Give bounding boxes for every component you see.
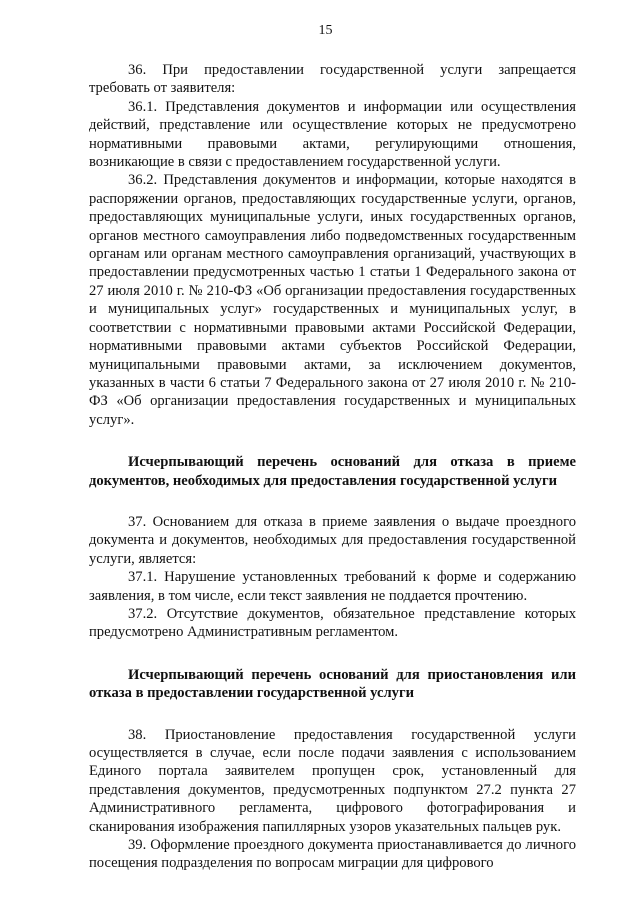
paragraph-38: 38. Приостановление предоставления государственной услуги осуществляется в случае, если после подачи заявления с использованием Единого портала заявителем пропущен срок, установленный для представления документов, предусмотренных подпунктом 27.2 пункта 27 Административного регламента, цифрового фотографирования и сканирования изображения папиллярных узоров указательных пальцев рук. bbox=[89, 726, 576, 835]
paragraph-37-1: 37.1. Нарушение установленных требований к форме и содержанию заявления, в том числе, если текст заявления не поддается прочтению. bbox=[89, 569, 576, 604]
page-number: 15 bbox=[318, 23, 333, 38]
document-body bbox=[89, 61, 576, 873]
paragraph-36-1: 36.1. Представления документов и информации или осуществления действий, представление или осуществление которых не предусмотрено нормативными правовыми актами, регулирующими отношения, возникающие в связи с предоставлением государственной услуги. bbox=[89, 98, 576, 171]
paragraph-37-2: 37.2. Отсутствие документов, обязательное представление которых предусмотрено Административным регламентом. bbox=[89, 605, 576, 641]
section-heading-suspension: Исчерпывающий перечень оснований для приостановления или отказа в предоставлении государственной услуги bbox=[89, 666, 576, 702]
paragraph-36: 36. При предоставлении государственной услуги запрещается требовать от заявителя: bbox=[89, 62, 576, 97]
paragraph-39: 39. Оформление проездного документа приостанавливается до личного посещения подразделения по вопросам миграции для цифрового bbox=[89, 837, 576, 872]
paragraph-37: 37. Основанием для отказа в приеме заявления о выдаче проездного документа и документов, необходимых для предоставления государственной услуги, является: bbox=[89, 513, 576, 567]
section-heading-refusal: Исчерпывающий перечень оснований для отказа в приеме документов, необходимых для предоставления государственной услуги bbox=[89, 454, 576, 489]
paragraph-36-2: 36.2. Представления документов и информации, которые находятся в распоряжении органов, предоставляющих государственные услуги, органов, предоставляющих муниципальные услуги, иных государственных органов, органов местного самоуправления либо подведомственных государственным органам или органам местного самоуправления организаций, участвующих в предоставлении предусмотренных частью 1 статьи 1 Федерального закона от 27 июля 2010 г. № 210-ФЗ «Об организации предоставления государственных и муниципальных услуг» государственных и муниципальных услуг, в соответствии с нормативными правовыми актами Российской Федерации, нормативными правовыми актами субъектов Российской Федерации, муниципальными правовыми актами, за исключением документов, указанных в части 6 статьи 7 Федерального закона от 27 июля 2010 г. № 210-ФЗ «Об организации предоставления государственных и муниципальных услуг». bbox=[89, 172, 576, 428]
